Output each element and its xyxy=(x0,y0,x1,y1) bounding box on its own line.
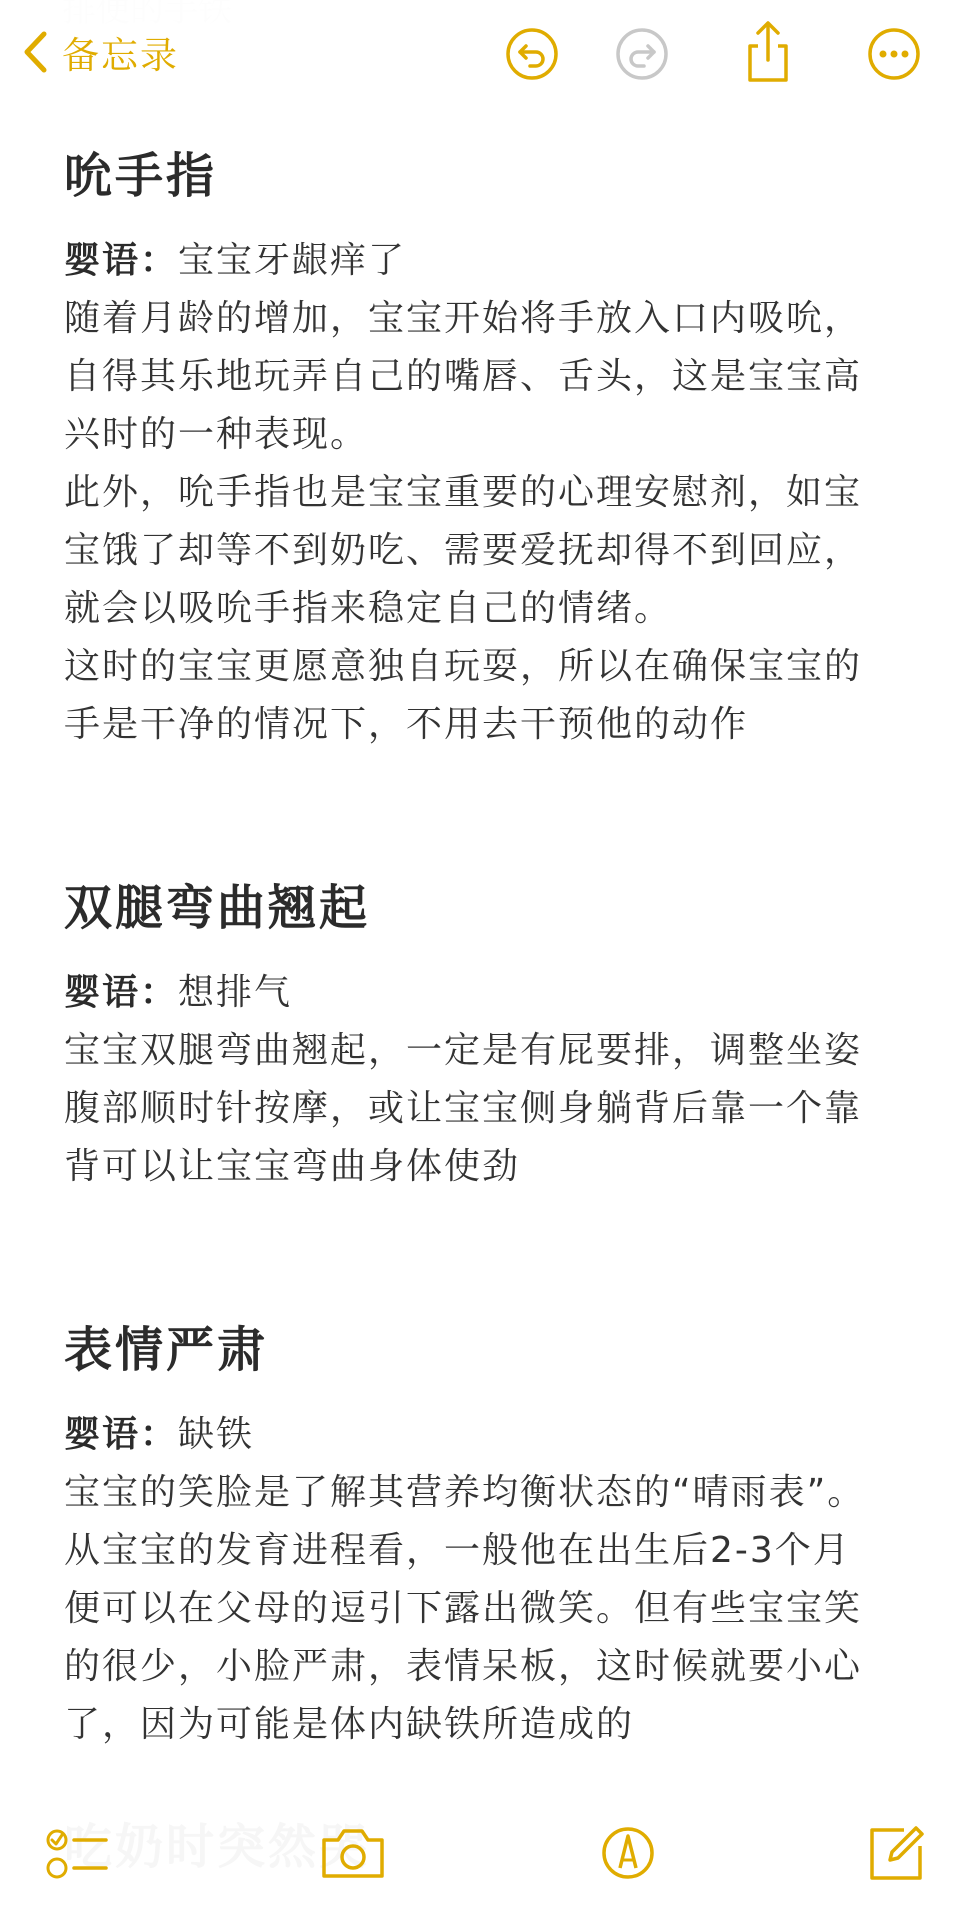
bottom-toolbar xyxy=(0,1790,966,1920)
undo-icon[interactable] xyxy=(504,26,560,82)
babytalk-line xyxy=(64,964,914,1022)
markup-icon[interactable] xyxy=(595,1820,661,1886)
back-label: 备忘录 xyxy=(62,34,179,77)
note-section-sucking-fingers xyxy=(64,140,914,754)
navigation-bar xyxy=(0,0,966,110)
body-line: 背可以让宝宝弯曲身体使劲 xyxy=(64,1146,521,1187)
babytalk-line xyxy=(64,232,914,290)
body-line: 宝饿了却等不到奶吃、需要爱抚却得不到回应， xyxy=(64,530,863,571)
section-heading: 吮手指 xyxy=(64,148,218,204)
body-line: 便可以在父母的逗引下露出微笑。但有些宝宝笑 xyxy=(64,1588,863,1629)
checklist-icon[interactable] xyxy=(46,1820,112,1886)
body-line: 就会以吸吮手指来稳定自己的情绪。 xyxy=(64,588,673,629)
body-line: 宝宝双腿弯曲翘起，一定是有屁要排，调整坐姿 xyxy=(64,1030,863,1071)
redo-icon[interactable] xyxy=(614,26,670,82)
note-section-legs-bent xyxy=(64,872,914,1196)
back-button[interactable] xyxy=(22,22,179,82)
back-chevron-icon xyxy=(22,30,48,74)
babytalk-label: 婴语： xyxy=(64,240,179,281)
section-heading: 双腿弯曲翘起 xyxy=(64,880,371,936)
compose-icon[interactable] xyxy=(864,1820,930,1886)
share-icon[interactable] xyxy=(740,20,796,84)
camera-icon[interactable] xyxy=(318,1820,388,1886)
body-line: 了，因为可能是体内缺铁所造成的 xyxy=(64,1704,635,1745)
babytalk-value: 宝宝牙龈痒了 xyxy=(178,240,407,281)
body-line: 兴时的一种表现。 xyxy=(64,414,369,455)
babytalk-value: 缺铁 xyxy=(178,1414,255,1455)
babytalk-line xyxy=(64,1406,914,1464)
body-line: 从宝宝的发育进程看，一般他在出生后2-3个月 xyxy=(64,1530,851,1571)
body-line: 随着月龄的增加，宝宝开始将手放入口内吸吮， xyxy=(64,298,863,339)
body-line: 此外，吮手指也是宝宝重要的心理安慰剂，如宝 xyxy=(64,472,863,513)
section-heading: 表情严肃 xyxy=(64,1322,269,1378)
more-icon[interactable] xyxy=(866,26,922,82)
body-line: 手是干净的情况下，不用去干预他的动作 xyxy=(64,704,749,745)
body-line: 宝宝的笑脸是了解其营养均衡状态的“晴雨表”。 xyxy=(64,1472,866,1513)
babytalk-label: 婴语： xyxy=(64,1414,179,1455)
body-line: 的很少，小脸严肃，表情呆板，这时候就要小心 xyxy=(64,1646,863,1687)
note-section-serious-face xyxy=(64,1314,914,1754)
babytalk-label: 婴语： xyxy=(64,972,179,1013)
note-body[interactable] xyxy=(64,140,914,1872)
body-line: 这时的宝宝更愿意独自玩耍，所以在确保宝宝的 xyxy=(64,646,863,687)
body-line: 自得其乐地玩弄自己的嘴唇、舌头，这是宝宝高 xyxy=(64,356,863,397)
body-line: 腹部顺时针按摩，或让宝宝侧身躺背后靠一个靠 xyxy=(64,1088,863,1129)
babytalk-value: 想排气 xyxy=(178,972,293,1013)
